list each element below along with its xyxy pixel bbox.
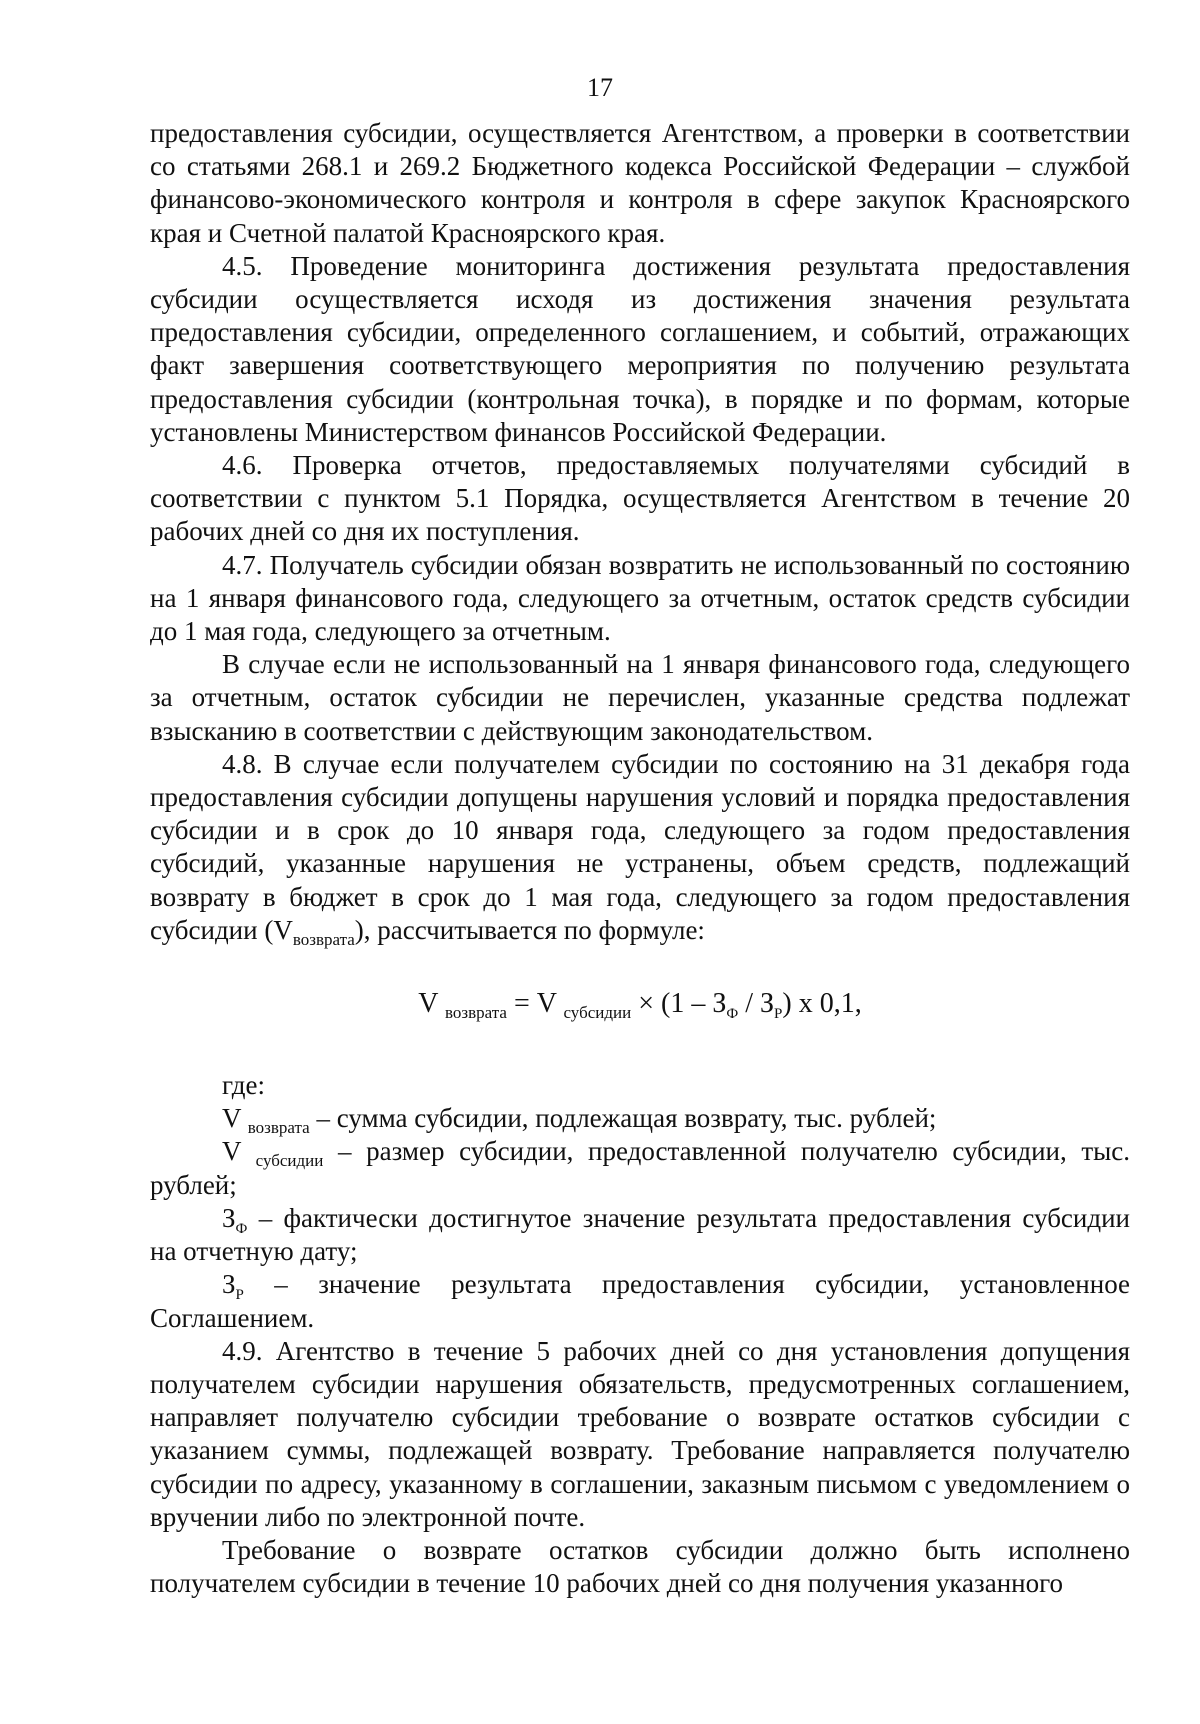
formula-divide: / З [745, 988, 775, 1020]
definition-z-r [150, 1268, 1130, 1334]
definition-v-return [150, 1102, 1130, 1138]
formula-f-subscript: Ф [726, 1006, 739, 1023]
formula-v-subsidy-subscript: субсидии [563, 1003, 632, 1023]
definition-z-f [150, 1202, 1130, 1268]
definition-v-return-text: – сумма субсидии, подлежащая возврату, тыс. рублей; [316, 1103, 937, 1134]
where-label: где: [222, 1070, 265, 1101]
v-return-subscript: возврата [292, 929, 355, 949]
definition-z-f-text: – фактически достигнутое значение результата предоставления субсидии на отчетную дату; [150, 1202, 1130, 1267]
paragraph-4-8-text: 4.8. В случае если получателем субсидии по состоянию на 31 декабря года предоставления субсидии допущены нарушения условий и порядка предоставления субсидии и в срок до 10 января года, следующего за годом предоставления субсидий, указанные нарушения не устранены, объем средств, подлежащий возврату в бюджет в срок до 1 мая года, следующего за годом предоставления субсидии (V [150, 748, 1130, 945]
paragraph-final: Требование о возврате остатков субсидии должно быть исполнено получателем субсидии в течение 10 рабочих дней со дня получения указанного [150, 1534, 1130, 1599]
formula-multiplier: × (1 – З [638, 988, 727, 1020]
formula-v-return-subscript: возврата [445, 1003, 507, 1023]
formula-tail: ) х 0,1, [782, 988, 862, 1020]
paragraph-4-6: 4.6. Проверка отчетов, предоставляемых получателями субсидий в соответствии с пунктом 5.1 Порядка, осуществляется Агентством в течение 20 рабочих дней со дня их поступления. [150, 450, 1130, 547]
paragraph-continuation: предоставления субсидии, осуществляется Агентством, а проверки в соответствии со статьями 268.1 и 269.2 Бюджетного кодекса Российской Федерации – службой финансово-экономического контроля и контроля в сфере закупок Красноярского края и Счетной палатой Красноярского края. [150, 118, 1130, 248]
paragraph-4-7: 4.7. Получатель субсидии обязан возвратить не использованный по состоянию на 1 января финансового года, следующего за отчетным, остаток средств субсидии до 1 мая года, следующего за отчетным. [150, 549, 1130, 647]
paragraph-4-5: 4.5. Проведение мониторинга достижения результата предоставления субсидии осуществляется исходя из достижения значения результата предоставления субсидии, определенного соглашением, и событий, отражающих факт завершения соответствующего мероприятия по получению результата предоставления субсидии (контрольная точка), в порядке и по формам, которые установлены Министерством финансов Российской Федерации. [150, 250, 1130, 447]
paragraph-4-7-continuation: В случае если не использованный на 1 января финансового года, следующего за отчетным, остаток субсидии не перечислен, указанные средства подлежат взысканию в соответствии с действующим законодательством. [150, 649, 1130, 746]
definition-z-f-symbol: $З_Ф$ [222, 1202, 248, 1237]
definition-v-subsidy-symbol: V $_{субсидии}$ [222, 1136, 324, 1171]
paragraph-4-8-tail: ), рассчитывается по формуле: [354, 914, 705, 945]
definition-v-return-symbol: V $_{возврата}$ [222, 1103, 310, 1138]
document-body [150, 117, 1130, 1600]
paragraph-4-8 [150, 748, 1130, 947]
paragraph-4-9: 4.9. Агентство в течение 5 рабочих дней со дня установления допущения получателем субсидии нарушения обязательств, предусмотренных соглашением, направляет получателю субсидии требование о возврате остатков субсидии с указанием суммы, подлежащей возврату. Требование направляется получателю субсидии по адресу, указанному в соглашении, заказным письмом с уведомлением о вручении либо по электронной почте. [150, 1335, 1130, 1532]
page-number: 17 [587, 73, 613, 102]
definition-z-r-symbol: $З_Р$ [222, 1269, 244, 1304]
definition-v-subsidy [150, 1135, 1130, 1201]
definition-v-subsidy-text: – размер субсидии, предоставленной получателю субсидии, тыс. рублей; [150, 1136, 1131, 1200]
formula-equals: = V [513, 988, 557, 1020]
definition-z-r-text: – значение результата предоставления субсидии, установленное Соглашением. [150, 1269, 1131, 1333]
formula-v-return: V [418, 988, 438, 1020]
formula [150, 987, 1130, 1021]
formula-p-subscript: Р [774, 1006, 783, 1023]
